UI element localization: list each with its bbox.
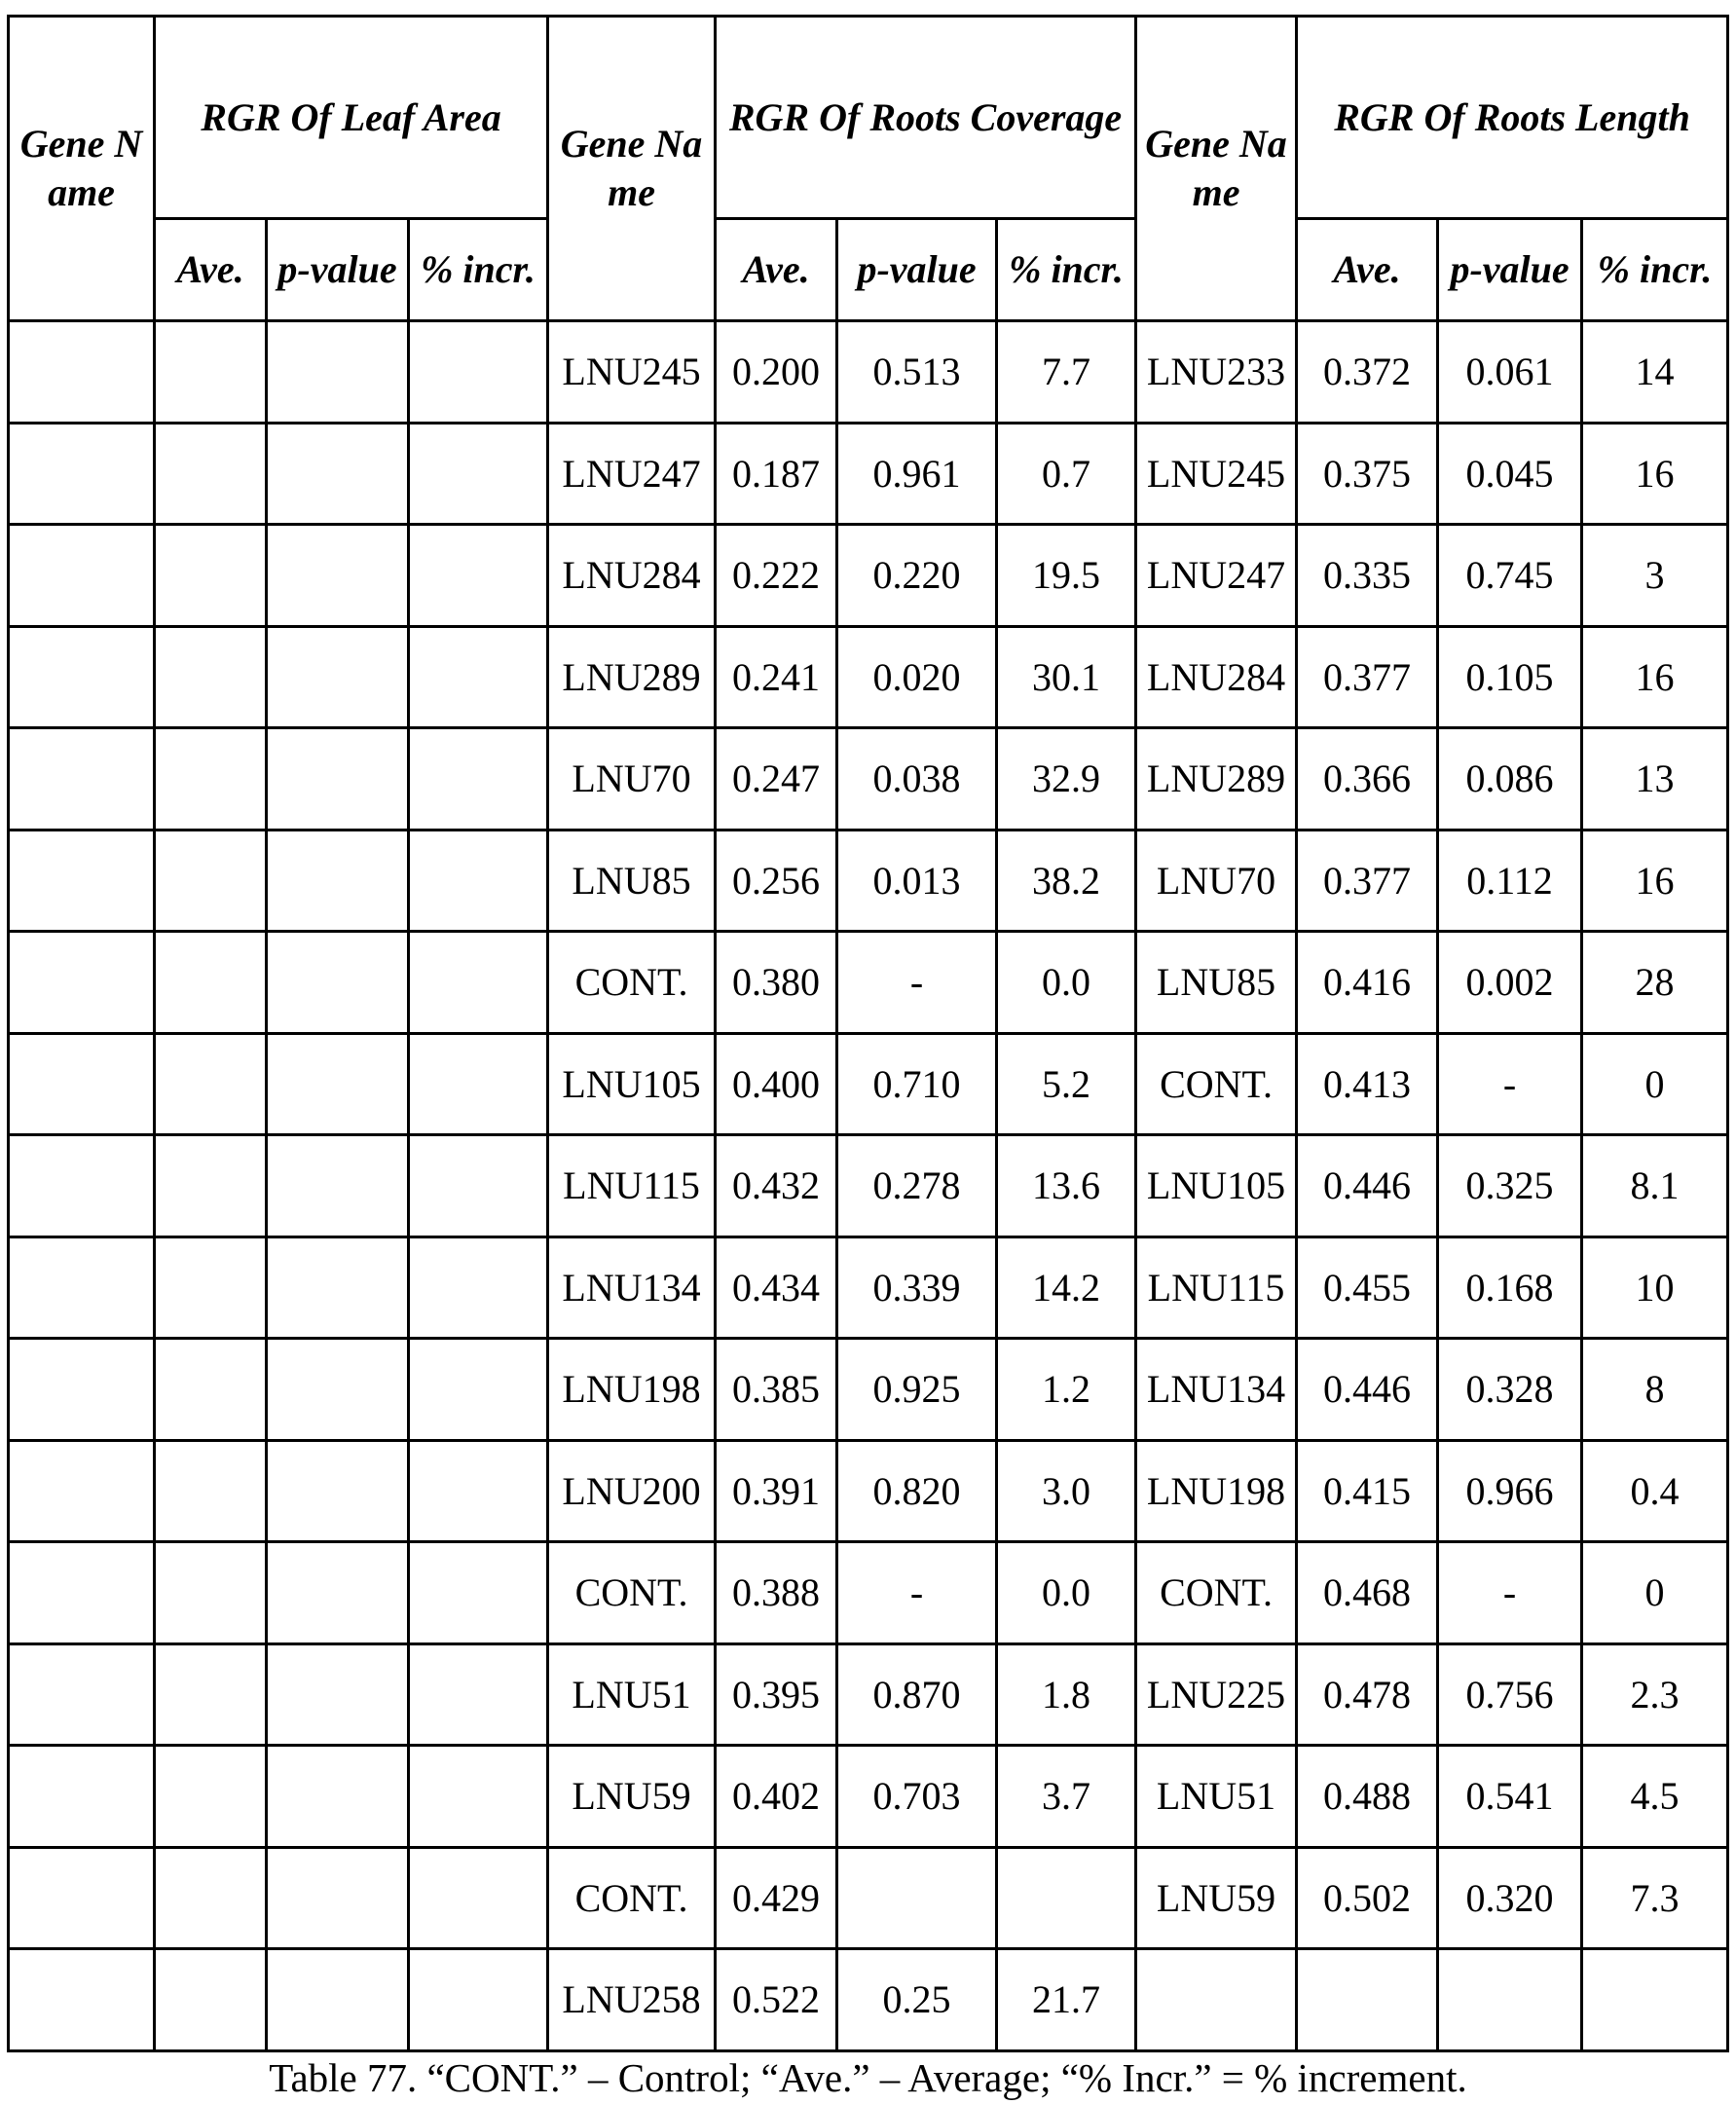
leaf-incr-cell [409,1949,548,2051]
coverage-gene-cell: LNU134 [548,1237,716,1339]
leaf-ave-cell [155,830,267,932]
length-p-cell: 0.168 [1438,1237,1582,1339]
subheader-coverage-ave: Ave. [716,219,837,321]
length-incr-cell: 0 [1582,1033,1728,1135]
length-incr-cell: 2.3 [1582,1643,1728,1746]
length-p-cell: - [1438,1033,1582,1135]
coverage-gene-cell: CONT. [548,1542,716,1644]
length-p-cell: 0.320 [1438,1847,1582,1949]
subheader-leaf-ave: Ave. [155,219,267,321]
length-gene-cell: LNU105 [1136,1135,1297,1237]
leaf-gene-cell [9,626,155,728]
leaf-pvalue-cell [267,1847,409,1949]
coverage-p-cell: 0.710 [837,1033,997,1135]
leaf-ave-cell [155,1847,267,1949]
coverage-gene-cell: CONT. [548,932,716,1034]
length-gene-cell: LNU70 [1136,830,1297,932]
table-body [9,321,1728,2051]
leaf-pvalue-cell [267,1949,409,2051]
leaf-pvalue-cell [267,830,409,932]
leaf-pvalue-cell [267,423,409,525]
length-p-cell: 0.045 [1438,423,1582,525]
leaf-incr-cell [409,525,548,627]
leaf-gene-cell [9,1135,155,1237]
leaf-ave-cell [155,932,267,1034]
coverage-p-cell: 0.25 [837,1949,997,2051]
coverage-incr-cell: 32.9 [997,728,1136,831]
coverage-gene-cell: LNU289 [548,626,716,728]
coverage-incr-cell: 21.7 [997,1949,1136,2051]
length-ave-cell: 0.455 [1297,1237,1438,1339]
length-gene-cell: LNU225 [1136,1643,1297,1746]
coverage-ave-cell: 0.434 [716,1237,837,1339]
coverage-incr-cell: 1.8 [997,1643,1136,1746]
length-p-cell: 0.745 [1438,525,1582,627]
results-table [7,15,1729,2052]
length-incr-cell: 16 [1582,626,1728,728]
table-row [9,1033,1728,1135]
header-rgr-roots-length: RGR Of Roots Length [1297,17,1728,219]
leaf-incr-cell [409,321,548,424]
table-row [9,932,1728,1034]
length-p-cell: - [1438,1542,1582,1644]
coverage-incr-cell: 14.2 [997,1237,1136,1339]
table-row [9,1542,1728,1644]
length-p-cell: 0.756 [1438,1643,1582,1746]
length-ave-cell: 0.366 [1297,728,1438,831]
leaf-gene-cell [9,1847,155,1949]
leaf-pvalue-cell [267,1643,409,1746]
leaf-gene-cell [9,525,155,627]
coverage-incr-cell: 7.7 [997,321,1136,424]
coverage-incr-cell: 0.7 [997,423,1136,525]
length-p-cell: 0.966 [1438,1440,1582,1542]
subheader-length-incr: % incr. [1582,219,1728,321]
coverage-ave-cell: 0.395 [716,1643,837,1746]
table-row [9,1237,1728,1339]
table-row [9,1135,1728,1237]
length-ave-cell: 0.375 [1297,423,1438,525]
coverage-p-cell [837,1847,997,1949]
coverage-p-cell: 0.870 [837,1643,997,1746]
coverage-ave-cell: 0.391 [716,1440,837,1542]
leaf-ave-cell [155,1949,267,2051]
leaf-pvalue-cell [267,728,409,831]
coverage-incr-cell [997,1847,1136,1949]
coverage-gene-cell: LNU200 [548,1440,716,1542]
leaf-gene-cell [9,1440,155,1542]
leaf-ave-cell [155,423,267,525]
coverage-ave-cell: 0.247 [716,728,837,831]
length-incr-cell: 8.1 [1582,1135,1728,1237]
length-ave-cell: 0.468 [1297,1542,1438,1644]
coverage-p-cell: 0.820 [837,1440,997,1542]
coverage-p-cell: 0.339 [837,1237,997,1339]
subheader-length-ave: Ave. [1297,219,1438,321]
length-ave-cell: 0.502 [1297,1847,1438,1949]
leaf-gene-cell [9,1033,155,1135]
leaf-pvalue-cell [267,321,409,424]
leaf-gene-cell [9,1949,155,2051]
length-gene-cell: LNU85 [1136,932,1297,1034]
length-gene-cell: LNU245 [1136,423,1297,525]
length-p-cell: 0.328 [1438,1339,1582,1441]
leaf-incr-cell [409,1746,548,1848]
coverage-p-cell: 0.703 [837,1746,997,1848]
coverage-gene-cell: LNU198 [548,1339,716,1441]
length-incr-cell: 0 [1582,1542,1728,1644]
coverage-p-cell: - [837,1542,997,1644]
leaf-incr-cell [409,626,548,728]
length-gene-cell: LNU233 [1136,321,1297,424]
leaf-incr-cell [409,1643,548,1746]
coverage-p-cell: 0.013 [837,830,997,932]
coverage-gene-cell: LNU59 [548,1746,716,1848]
length-incr-cell: 16 [1582,423,1728,525]
length-gene-cell: CONT. [1136,1542,1297,1644]
length-p-cell: 0.061 [1438,321,1582,424]
coverage-ave-cell: 0.380 [716,932,837,1034]
length-ave-cell: 0.488 [1297,1746,1438,1848]
leaf-gene-cell [9,1746,155,1848]
length-incr-cell: 8 [1582,1339,1728,1441]
subheader-leaf-incr: % incr. [409,219,548,321]
length-incr-cell: 7.3 [1582,1847,1728,1949]
length-incr-cell [1582,1949,1728,2051]
length-gene-cell [1136,1949,1297,2051]
coverage-gene-cell: LNU85 [548,830,716,932]
header-gene-name-leaf: Gene Name [9,17,155,321]
length-ave-cell: 0.413 [1297,1033,1438,1135]
leaf-pvalue-cell [267,1033,409,1135]
leaf-ave-cell [155,1746,267,1848]
leaf-gene-cell [9,932,155,1034]
table-row [9,423,1728,525]
coverage-ave-cell: 0.402 [716,1746,837,1848]
subheader-coverage-pvalue: p-value [837,219,997,321]
header-rgr-leaf-area: RGR Of Leaf Area [155,17,548,219]
leaf-ave-cell [155,1643,267,1746]
coverage-ave-cell: 0.385 [716,1339,837,1441]
coverage-incr-cell: 38.2 [997,830,1136,932]
leaf-ave-cell [155,1135,267,1237]
coverage-incr-cell: 5.2 [997,1033,1136,1135]
leaf-ave-cell [155,525,267,627]
leaf-gene-cell [9,423,155,525]
leaf-gene-cell [9,321,155,424]
length-ave-cell: 0.377 [1297,830,1438,932]
table-row [9,626,1728,728]
coverage-p-cell: 0.220 [837,525,997,627]
coverage-ave-cell: 0.241 [716,626,837,728]
leaf-pvalue-cell [267,932,409,1034]
header-row-subcolumns [9,219,1728,321]
length-ave-cell: 0.416 [1297,932,1438,1034]
length-ave-cell: 0.377 [1297,626,1438,728]
coverage-incr-cell: 19.5 [997,525,1136,627]
coverage-p-cell: 0.925 [837,1339,997,1441]
leaf-pvalue-cell [267,626,409,728]
coverage-incr-cell: 3.7 [997,1746,1136,1848]
table-caption: Table 77. “CONT.” – Control; “Ave.” – Average; “% Incr.” = % increment. [269,2055,1467,2100]
leaf-ave-cell [155,1440,267,1542]
length-p-cell: 0.086 [1438,728,1582,831]
length-ave-cell: 0.335 [1297,525,1438,627]
coverage-incr-cell: 1.2 [997,1339,1136,1441]
table-row [9,1949,1728,2051]
length-p-cell: 0.325 [1438,1135,1582,1237]
leaf-pvalue-cell [267,525,409,627]
length-incr-cell: 14 [1582,321,1728,424]
table-row [9,1847,1728,1949]
coverage-ave-cell: 0.222 [716,525,837,627]
coverage-gene-cell: LNU245 [548,321,716,424]
length-p-cell: 0.105 [1438,626,1582,728]
coverage-gene-cell: LNU51 [548,1643,716,1746]
leaf-pvalue-cell [267,1746,409,1848]
length-ave-cell: 0.446 [1297,1135,1438,1237]
length-incr-cell: 28 [1582,932,1728,1034]
length-gene-cell: LNU247 [1136,525,1297,627]
leaf-ave-cell [155,626,267,728]
length-incr-cell: 3 [1582,525,1728,627]
coverage-gene-cell: LNU247 [548,423,716,525]
leaf-ave-cell [155,1033,267,1135]
length-incr-cell: 13 [1582,728,1728,831]
leaf-incr-cell [409,1440,548,1542]
length-p-cell: 0.002 [1438,932,1582,1034]
subheader-coverage-incr: % incr. [997,219,1136,321]
length-ave-cell: 0.372 [1297,321,1438,424]
length-gene-cell: CONT. [1136,1033,1297,1135]
coverage-gene-cell: CONT. [548,1847,716,1949]
length-gene-cell: LNU59 [1136,1847,1297,1949]
length-incr-cell: 0.4 [1582,1440,1728,1542]
leaf-gene-cell [9,728,155,831]
header-gene-name-coverage: Gene Name [548,17,716,321]
leaf-pvalue-cell [267,1135,409,1237]
table-row [9,525,1728,627]
coverage-p-cell: 0.020 [837,626,997,728]
table-row [9,1440,1728,1542]
leaf-incr-cell [409,1542,548,1644]
leaf-gene-cell [9,1339,155,1441]
leaf-gene-cell [9,1542,155,1644]
leaf-incr-cell [409,423,548,525]
length-gene-cell: LNU284 [1136,626,1297,728]
leaf-incr-cell [409,830,548,932]
coverage-incr-cell: 0.0 [997,932,1136,1034]
leaf-gene-cell [9,1237,155,1339]
length-ave-cell: 0.446 [1297,1339,1438,1441]
length-ave-cell [1297,1949,1438,2051]
coverage-p-cell: 0.961 [837,423,997,525]
length-gene-cell: LNU289 [1136,728,1297,831]
table-row [9,728,1728,831]
leaf-incr-cell [409,1135,548,1237]
header-row-groups [9,17,1728,219]
length-incr-cell: 16 [1582,830,1728,932]
coverage-ave-cell: 0.200 [716,321,837,424]
table-row [9,1339,1728,1441]
leaf-gene-cell [9,1643,155,1746]
coverage-ave-cell: 0.429 [716,1847,837,1949]
coverage-gene-cell: LNU258 [548,1949,716,2051]
coverage-gene-cell: LNU115 [548,1135,716,1237]
length-gene-cell: LNU115 [1136,1237,1297,1339]
coverage-incr-cell: 3.0 [997,1440,1136,1542]
table-row [9,1746,1728,1848]
leaf-incr-cell [409,1033,548,1135]
leaf-ave-cell [155,1542,267,1644]
leaf-pvalue-cell [267,1440,409,1542]
length-gene-cell: LNU198 [1136,1440,1297,1542]
length-p-cell [1438,1949,1582,2051]
coverage-p-cell: - [837,932,997,1034]
coverage-incr-cell: 30.1 [997,626,1136,728]
subheader-leaf-pvalue: p-value [267,219,409,321]
leaf-incr-cell [409,1339,548,1441]
length-ave-cell: 0.415 [1297,1440,1438,1542]
header-rgr-roots-coverage: RGR Of Roots Coverage [716,17,1136,219]
leaf-ave-cell [155,1339,267,1441]
leaf-pvalue-cell [267,1237,409,1339]
table-row [9,321,1728,424]
leaf-gene-cell [9,830,155,932]
coverage-p-cell: 0.278 [837,1135,997,1237]
leaf-incr-cell [409,1847,548,1949]
coverage-p-cell: 0.513 [837,321,997,424]
leaf-ave-cell [155,1237,267,1339]
coverage-incr-cell: 0.0 [997,1542,1136,1644]
leaf-ave-cell [155,728,267,831]
leaf-incr-cell [409,728,548,831]
leaf-incr-cell [409,1237,548,1339]
length-gene-cell: LNU51 [1136,1746,1297,1848]
coverage-p-cell: 0.038 [837,728,997,831]
coverage-ave-cell: 0.187 [716,423,837,525]
leaf-pvalue-cell [267,1542,409,1644]
coverage-gene-cell: LNU105 [548,1033,716,1135]
coverage-ave-cell: 0.522 [716,1949,837,2051]
coverage-ave-cell: 0.432 [716,1135,837,1237]
coverage-gene-cell: LNU284 [548,525,716,627]
leaf-incr-cell [409,932,548,1034]
length-incr-cell: 4.5 [1582,1746,1728,1848]
leaf-ave-cell [155,321,267,424]
table-row [9,830,1728,932]
length-p-cell: 0.541 [1438,1746,1582,1848]
coverage-ave-cell: 0.256 [716,830,837,932]
coverage-gene-cell: LNU70 [548,728,716,831]
length-gene-cell: LNU134 [1136,1339,1297,1441]
length-incr-cell: 10 [1582,1237,1728,1339]
table-row [9,1643,1728,1746]
length-p-cell: 0.112 [1438,830,1582,932]
subheader-length-pvalue: p-value [1438,219,1582,321]
header-gene-name-length: Gene Name [1136,17,1297,321]
leaf-pvalue-cell [267,1339,409,1441]
coverage-incr-cell: 13.6 [997,1135,1136,1237]
coverage-ave-cell: 0.388 [716,1542,837,1644]
coverage-ave-cell: 0.400 [716,1033,837,1135]
length-ave-cell: 0.478 [1297,1643,1438,1746]
